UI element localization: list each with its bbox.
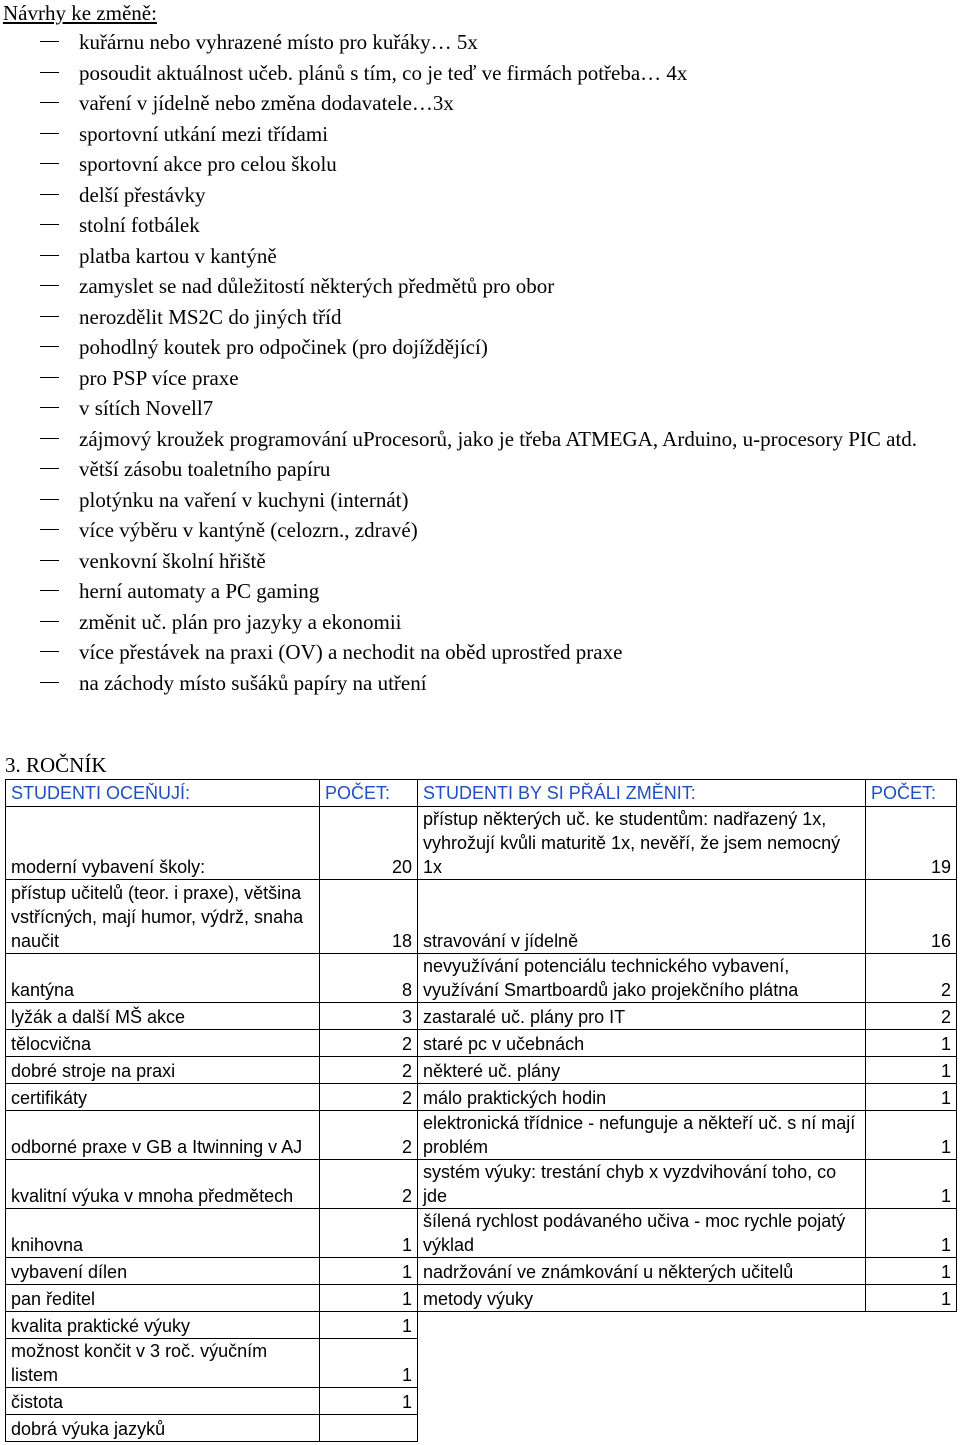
change-cell: metody výuky <box>418 1285 866 1312</box>
suggestion-item <box>0 58 960 89</box>
table-row <box>6 1339 957 1388</box>
appreciate-cell: odborné praxe v GB a Itwinning v AJ <box>6 1111 320 1160</box>
dash-bullet-icon <box>40 255 59 256</box>
table-row <box>6 1030 957 1057</box>
dash-bullet-icon <box>40 621 59 622</box>
change-count-cell: 1 <box>866 1057 957 1084</box>
header-count-change: POČET: <box>866 780 957 807</box>
suggestion-item <box>0 88 960 119</box>
appreciate-count-cell: 20 <box>320 807 418 880</box>
dash-bullet-icon <box>40 590 59 591</box>
table-row <box>6 954 957 1003</box>
appreciate-count-cell: 1 <box>320 1339 418 1388</box>
suggestion-text: pohodlný koutek pro odpočinek (pro dojíždějící) <box>79 335 488 359</box>
appreciate-count-cell: 2 <box>320 1111 418 1160</box>
suggestion-text: vaření v jídelně nebo změna dodavatele…3x <box>79 91 454 115</box>
appreciate-cell: certifikáty <box>6 1084 320 1111</box>
appreciate-cell: lyžák a další MŠ akce <box>6 1003 320 1030</box>
suggestion-text: sportovní utkání mezi třídami <box>79 121 329 146</box>
change-cell: přístup některých uč. ke studentům: nadřazený 1x, vyhrožují kvůli maturitě 1x, nevěří, že jsem nemocný 1x <box>418 807 866 880</box>
appreciate-count-cell: 1 <box>320 1209 418 1258</box>
suggestion-text: posoudit aktuálnost učeb. plánů s tím, co je teď ve firmách potřeba… 4x <box>79 60 688 85</box>
header-appreciate: STUDENTI OCEŇUJÍ: <box>6 780 320 807</box>
suggestion-text: změnit uč. plán pro jazyky a ekonomii <box>79 609 402 634</box>
suggestion-item <box>0 27 960 58</box>
page-heading: Návrhy ke změně: <box>3 1 157 25</box>
table-row <box>6 1057 957 1084</box>
header-change: STUDENTI BY SI PŘÁLI ZMĚNIT: <box>418 780 866 807</box>
appreciate-cell: kantýna <box>6 954 320 1003</box>
suggestion-text: zájmový kroužek programování uProcesorů, jako je třeba ATMEGA, Arduino, u-procesory PIC atd. <box>79 426 918 451</box>
survey-table <box>5 779 957 1442</box>
table-row <box>6 1209 957 1258</box>
change-cell: staré pc v učebnách <box>418 1030 866 1057</box>
change-cell: málo praktických hodin <box>418 1084 866 1111</box>
suggestion-item <box>0 271 960 302</box>
dash-bullet-icon <box>40 194 59 195</box>
change-count-cell: 1 <box>866 1258 957 1285</box>
dash-bullet-icon <box>40 560 59 561</box>
appreciate-cell: čistota <box>6 1388 320 1415</box>
table-row <box>6 1111 957 1160</box>
suggestion-list <box>0 27 960 698</box>
appreciate-count-cell: 3 <box>320 1003 418 1030</box>
change-cell: elektronická třídnice - nefunguje a někteří uč. s ní mají problém <box>418 1111 866 1160</box>
table-row <box>6 1003 957 1030</box>
change-count-cell: 1 <box>866 1030 957 1057</box>
change-cell: šílená rychlost podávaného učiva - moc rychle pojatý výklad <box>418 1209 866 1258</box>
appreciate-cell: tělocvična <box>6 1030 320 1057</box>
appreciate-cell: dobrá výuka jazyků <box>6 1415 320 1442</box>
table-row <box>6 1388 957 1415</box>
appreciate-cell: moderní vybavení školy: <box>6 807 320 880</box>
appreciate-count-cell: 1 <box>320 1388 418 1415</box>
dash-bullet-icon <box>40 682 59 683</box>
suggestion-text: pro PSP více praxe <box>79 365 239 390</box>
suggestion-item <box>0 668 960 699</box>
table-row <box>6 1285 957 1312</box>
table-row <box>6 1084 957 1111</box>
dash-bullet-icon <box>40 346 59 347</box>
suggestion-text: na záchody místo sušáků papíry na utření <box>79 670 427 695</box>
suggestion-text: nerozdělit MS2C do jiných tříd <box>79 304 342 329</box>
change-count-cell: 2 <box>866 1003 957 1030</box>
appreciate-cell: kvalita praktické výuky <box>6 1312 320 1339</box>
change-count-cell: 1 <box>866 1209 957 1258</box>
dash-bullet-icon <box>40 468 59 469</box>
suggestion-item <box>0 180 960 211</box>
appreciate-count-cell: 2 <box>320 1030 418 1057</box>
suggestion-item <box>0 393 960 424</box>
appreciate-count-cell: 2 <box>320 1057 418 1084</box>
change-count-cell <box>866 1388 957 1415</box>
change-count-cell <box>866 1415 957 1442</box>
suggestion-text: delší přestávky <box>79 182 206 207</box>
suggestion-text: kuřárnu nebo vyhrazené místo pro kuřáky… 5x <box>79 30 478 54</box>
dash-bullet-icon <box>40 72 59 73</box>
change-count-cell: 1 <box>866 1160 957 1209</box>
change-cell <box>418 1339 866 1388</box>
suggestion-text: platba kartou v kantýně <box>79 243 277 268</box>
change-cell <box>418 1388 866 1415</box>
header-count-appreciate: POČET: <box>320 780 418 807</box>
change-cell: systém výuky: trestání chyb x vyzdvihování toho, co jde <box>418 1160 866 1209</box>
change-cell: zastaralé uč. plány pro IT <box>418 1003 866 1030</box>
suggestion-text: herní automaty a PC gaming <box>79 579 320 603</box>
dash-bullet-icon <box>40 377 59 378</box>
dash-bullet-icon <box>40 529 59 530</box>
suggestion-text: sportovní akce pro celou školu <box>79 152 337 176</box>
appreciate-cell: vybavení dílen <box>6 1258 320 1285</box>
appreciate-cell: pan ředitel <box>6 1285 320 1312</box>
dash-bullet-icon <box>40 102 59 103</box>
suggestion-text: zamyslet se nad důležitostí některých předmětů pro obor <box>79 274 555 298</box>
change-count-cell: 16 <box>866 880 957 954</box>
change-cell: některé uč. plány <box>418 1057 866 1084</box>
suggestion-item <box>0 424 960 455</box>
suggestion-text: více výběru v kantýně (celozrn., zdravé) <box>79 518 418 542</box>
dash-bullet-icon <box>40 316 59 317</box>
year-title: 3. ROČNÍK <box>5 753 107 777</box>
appreciate-count-cell: 1 <box>320 1258 418 1285</box>
appreciate-cell: dobré stroje na praxi <box>6 1057 320 1084</box>
suggestion-item <box>0 149 960 180</box>
dash-bullet-icon <box>40 499 59 500</box>
appreciate-count-cell: 1 <box>320 1312 418 1339</box>
appreciate-count-cell <box>320 1415 418 1442</box>
table-row <box>6 1312 957 1339</box>
appreciate-count-cell: 18 <box>320 880 418 954</box>
change-count-cell <box>866 1339 957 1388</box>
appreciate-cell: kvalitní výuka v mnoha předmětech <box>6 1160 320 1209</box>
suggestion-item <box>0 302 960 333</box>
suggestion-item <box>0 637 960 668</box>
table-row <box>6 1258 957 1285</box>
appreciate-count-cell: 8 <box>320 954 418 1003</box>
change-cell <box>418 1415 866 1442</box>
change-count-cell: 19 <box>866 807 957 880</box>
appreciate-cell: přístup učitelů (teor. i praxe), většina vstřícných, mají humor, výdrž, snaha naučit <box>6 880 320 954</box>
appreciate-cell: možnost končit v 3 roč. výučním listem <box>6 1339 320 1388</box>
dash-bullet-icon <box>40 438 59 439</box>
table-row <box>6 807 957 880</box>
dash-bullet-icon <box>40 651 59 652</box>
dash-bullet-icon <box>40 224 59 225</box>
dash-bullet-icon <box>40 285 59 286</box>
suggestion-text: stolní fotbálek <box>79 213 200 237</box>
table-row <box>6 1415 957 1442</box>
change-cell: nadržování ve známkování u některých učitelů <box>418 1258 866 1285</box>
dash-bullet-icon <box>40 41 59 42</box>
suggestion-item <box>0 241 960 272</box>
suggestion-item <box>0 210 960 241</box>
change-count-cell: 1 <box>866 1285 957 1312</box>
appreciate-count-cell: 2 <box>320 1084 418 1111</box>
change-count-cell: 1 <box>866 1084 957 1111</box>
suggestion-item <box>0 119 960 150</box>
suggestion-text: plotýnku na vaření v kuchyni (internát) <box>79 487 409 512</box>
suggestion-item <box>0 546 960 577</box>
suggestion-item <box>0 363 960 394</box>
dash-bullet-icon <box>40 407 59 408</box>
dash-bullet-icon <box>40 163 59 164</box>
change-count-cell: 2 <box>866 954 957 1003</box>
change-count-cell: 1 <box>866 1111 957 1160</box>
dash-bullet-icon <box>40 133 59 134</box>
table-header-row <box>6 780 957 807</box>
suggestion-item <box>0 332 960 363</box>
suggestion-text: venkovní školní hřiště <box>79 548 266 573</box>
change-cell: nevyužívání potenciálu technického vybavení, využívání Smartboardů jako projekčního plátna <box>418 954 866 1003</box>
suggestion-item <box>0 607 960 638</box>
suggestion-item <box>0 454 960 485</box>
change-count-cell <box>866 1312 957 1339</box>
suggestion-item <box>0 485 960 516</box>
appreciate-count-cell: 1 <box>320 1285 418 1312</box>
appreciate-cell: knihovna <box>6 1209 320 1258</box>
change-cell: stravování v jídelně <box>418 880 866 954</box>
appreciate-count-cell: 2 <box>320 1160 418 1209</box>
change-cell <box>418 1312 866 1339</box>
suggestion-item <box>0 515 960 546</box>
suggestion-text: v sítích Novell7 <box>79 396 214 420</box>
suggestion-text: více přestávek na praxi (OV) a nechodit na oběd uprostřed praxe <box>79 640 623 664</box>
table-row <box>6 880 957 954</box>
suggestion-item <box>0 576 960 607</box>
table-row <box>6 1160 957 1209</box>
suggestion-text: větší zásobu toaletního papíru <box>79 457 331 481</box>
